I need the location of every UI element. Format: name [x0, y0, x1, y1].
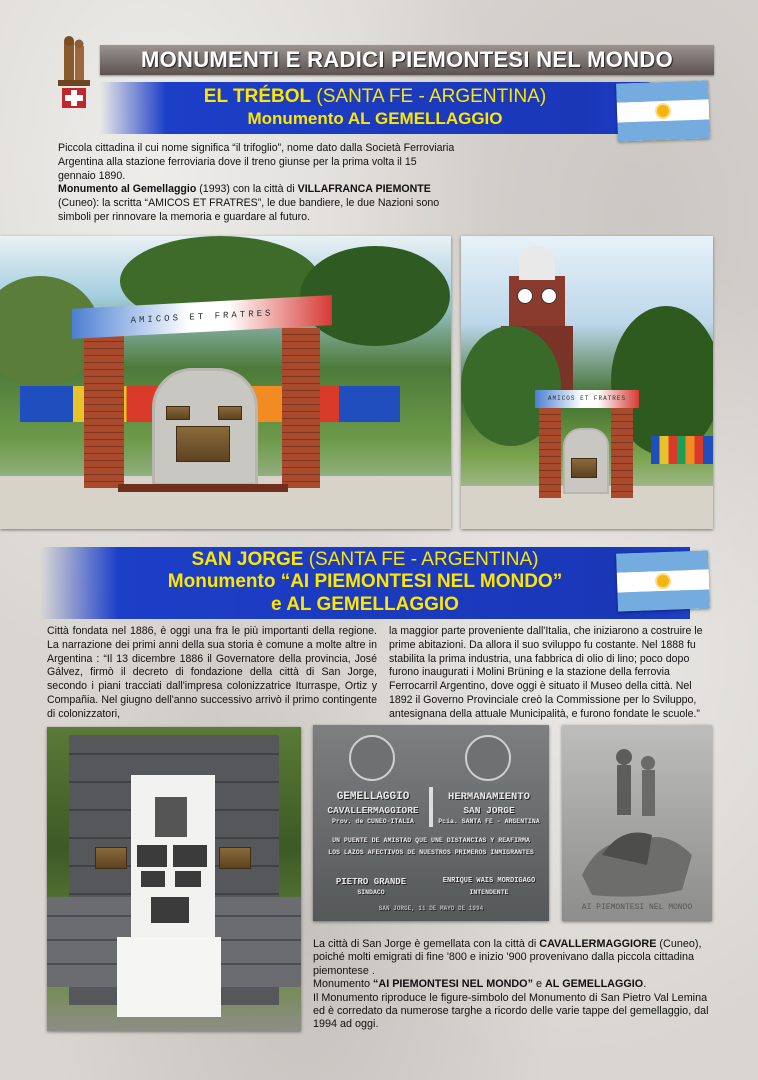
- plaque-right-city: SAN JORGE: [463, 805, 515, 816]
- section2-title-bold: SAN JORGE: [191, 549, 304, 570]
- section2-twinning-text: [313, 938, 713, 1032]
- statue-emblem-icon: [48, 36, 104, 120]
- section1-header-band: [100, 82, 650, 134]
- section2-title-location: (SANTA FE - ARGENTINA): [303, 549, 539, 570]
- photo-el-trebol-monument: [0, 236, 451, 529]
- section2-history-col2: la maggior parte proveniente dall'Italia, che iniziarono a costruire le prime abitazioni. Da allora il suo sviluppo fu costante. Nel 1888 fu stabilita la prima industria, una fabbrica di olio di lino; poco dopo furono inaugurati i Molini Brüning e la stazione della ferrovia Ferrocarril Argentino, dove oggi è situato il Museo della città. Nel 1892 il Governo Provinciale creò la Commissione per lo Sviluppo, antesignana della attuale Municipalità, e furono fondate le scuole.”: [389, 625, 703, 720]
- main-title-bar: [100, 45, 714, 75]
- plaque-date: SAN JORGE, 11 DE MAYO DE 1994: [378, 905, 484, 912]
- section1-title-location: (SANTA FE - ARGENTINA): [311, 86, 547, 107]
- monument-base: [118, 484, 288, 492]
- bronze-plaque: [571, 458, 597, 478]
- photo-twinning-plaque: [313, 725, 549, 921]
- tower-dome: [519, 246, 555, 280]
- emigrant-figures-icon: [562, 725, 712, 921]
- photo-san-jorge-monument: [47, 727, 301, 1031]
- metal-plaque: [173, 845, 207, 867]
- sun-of-may-icon: [657, 105, 669, 117]
- section1-intro: Piccola cittadina il cui nome significa “il trifoglio”, nome dato dalla Società Ferroviaria Argentina alla stazione ferroviaria dove il treno giunse per la prima volta il 15 gennaio 1890.: [58, 142, 455, 182]
- plaque-signature-left: PIETRO GRANDE: [335, 877, 407, 887]
- main-title: MONUMENTI E RADICI PIEMONTESI NEL MONDO: [141, 47, 673, 72]
- monument-name-2: AL GEMELLAGGIO: [545, 978, 644, 991]
- relief-sculpture: [155, 797, 187, 837]
- clock-tower-top: [509, 276, 565, 326]
- plaque-inscription-line1: UN PUENTE DE AMISTAD QUE UNE DISTANCIAS Y REAFIRMA: [332, 837, 530, 844]
- metal-plaque: [137, 845, 167, 867]
- section2-subtitle-line2: e AL GEMELLAGGIO: [271, 594, 459, 615]
- italian-emblem-icon: [349, 735, 395, 781]
- brick-pillar-right: [282, 328, 320, 488]
- monument-label: Monumento: [313, 978, 374, 991]
- monument-dot: .: [643, 978, 647, 991]
- section1-title-bold: EL TRÉBOL: [203, 86, 312, 107]
- small-plaque: [218, 406, 242, 420]
- sun-of-may-icon: [657, 575, 669, 587]
- section1-text-end: (Cuneo): la scritta “AMICOS ET FRATRES”, le due bandiere, le due Nazioni sono simboli per rinnovare la memoria e guardare al futuro.: [58, 197, 440, 223]
- section1-text-mid: (1993) con la città di: [196, 183, 298, 196]
- monument-name-1: “AI PIEMONTESI NEL MONDO”: [373, 978, 533, 991]
- monument-description: Il Monumento riproduce le figure-simbolo del Monumento di San Pietro Val Lemina ed è corredato da numerose targhe a ricordo delle varie tappe del gemellaggio, dal 1994 ad oggi.: [313, 991, 709, 1031]
- section2-subtitle-line1: Monumento “AI PIEMONTESI NEL MONDO”: [167, 571, 563, 592]
- bronze-plaque: [95, 847, 127, 869]
- section1-subtitle: Monumento AL GEMELLAGGIO: [247, 109, 503, 128]
- argentina-flag-icon: [616, 550, 710, 611]
- plaque-right-title: HERMANAMIENTO: [448, 791, 530, 803]
- section2-history-col1: Città fondata nel 1886, è oggi una fra le più importanti della regione. La narrazione dei primi anni della sua storia è comune a molte altre in Argentina : “Il 13 dicembre 1886 il Governatore della provincia, José Gálvez, firmò il decreto di fondazione della città di San Jorge, secondo i piani tracciati dall'impresa colonizzatrice Iturraspe, Ortiz y Compañia. Nel giugno dell'anno successivo arrivò il primo contingente di colonizzatori,: [47, 625, 377, 720]
- section1-description: [58, 142, 456, 225]
- amicos-banner: AMICOS ET FRATRES: [72, 295, 332, 339]
- association-logo: [48, 36, 104, 120]
- metal-plaque: [175, 871, 201, 887]
- amicos-banner-small: AMICOS ET FRATRES: [535, 390, 639, 408]
- plaque-left-province: Prov. de CUNEO-ITALIA: [332, 818, 414, 825]
- plaque-left-title: GEMELLAGGIO: [336, 791, 410, 803]
- section2-title: [40, 549, 690, 571]
- clock-face-icon: [517, 288, 533, 304]
- metal-plaque: [141, 871, 165, 887]
- photo-el-trebol-clock-tower: [461, 236, 713, 529]
- plaque-signature-right: ENRIQUE WAIS MORDIGAGO: [442, 877, 536, 885]
- monument-and: e: [532, 978, 545, 991]
- colored-wall: [651, 436, 713, 464]
- relief-caption: AI PIEMONTESI NEL MONDO: [581, 903, 693, 912]
- plaque-signature-right-role: INTENDENTE: [469, 889, 509, 896]
- argentine-emblem-icon: [465, 735, 511, 781]
- plaque-inscription-line2: LOS LAZOS AFECTIVOS DE NUESTROS PRIMEROS INMIGRANTES: [328, 849, 534, 856]
- twinning-text-a: La città di San Jorge è gemellata con la città di: [313, 938, 540, 950]
- clock-face-icon: [541, 288, 557, 304]
- metal-plaque: [151, 897, 189, 923]
- brick-pillar-right: [611, 406, 633, 498]
- argentina-flag-icon: [616, 80, 710, 141]
- plaque-right-province: Pcia. SANTA FE - ARGENTINA: [438, 818, 540, 825]
- section1-monument-name: Monumento al Gemellaggio: [58, 183, 197, 196]
- bronze-plaque: [219, 847, 251, 869]
- section2-header-band: [40, 547, 690, 619]
- twinning-text-c: (Cuneo), poiché molti emigrati di fine '800 e inizio '900 provenivano dalla piccola cittadina piemontese .: [313, 938, 702, 977]
- small-plaque: [166, 406, 190, 420]
- plaque-signature-left-role: SINDACO: [357, 889, 385, 896]
- white-pedestal: [117, 937, 221, 1017]
- twin-city-name: CAVALLERMAGGIORE: [539, 938, 657, 950]
- photo-emigrants-relief: [562, 725, 712, 921]
- brick-pillar-left: [539, 406, 561, 498]
- bronze-plaque: [176, 426, 230, 462]
- plaque-left-city: CAVALLERMAGGIORE: [327, 805, 419, 816]
- section1-title: [100, 86, 650, 108]
- brick-pillar-left: [84, 328, 124, 488]
- section1-twin-city: VILLAFRANCA PIEMONTE: [297, 183, 431, 196]
